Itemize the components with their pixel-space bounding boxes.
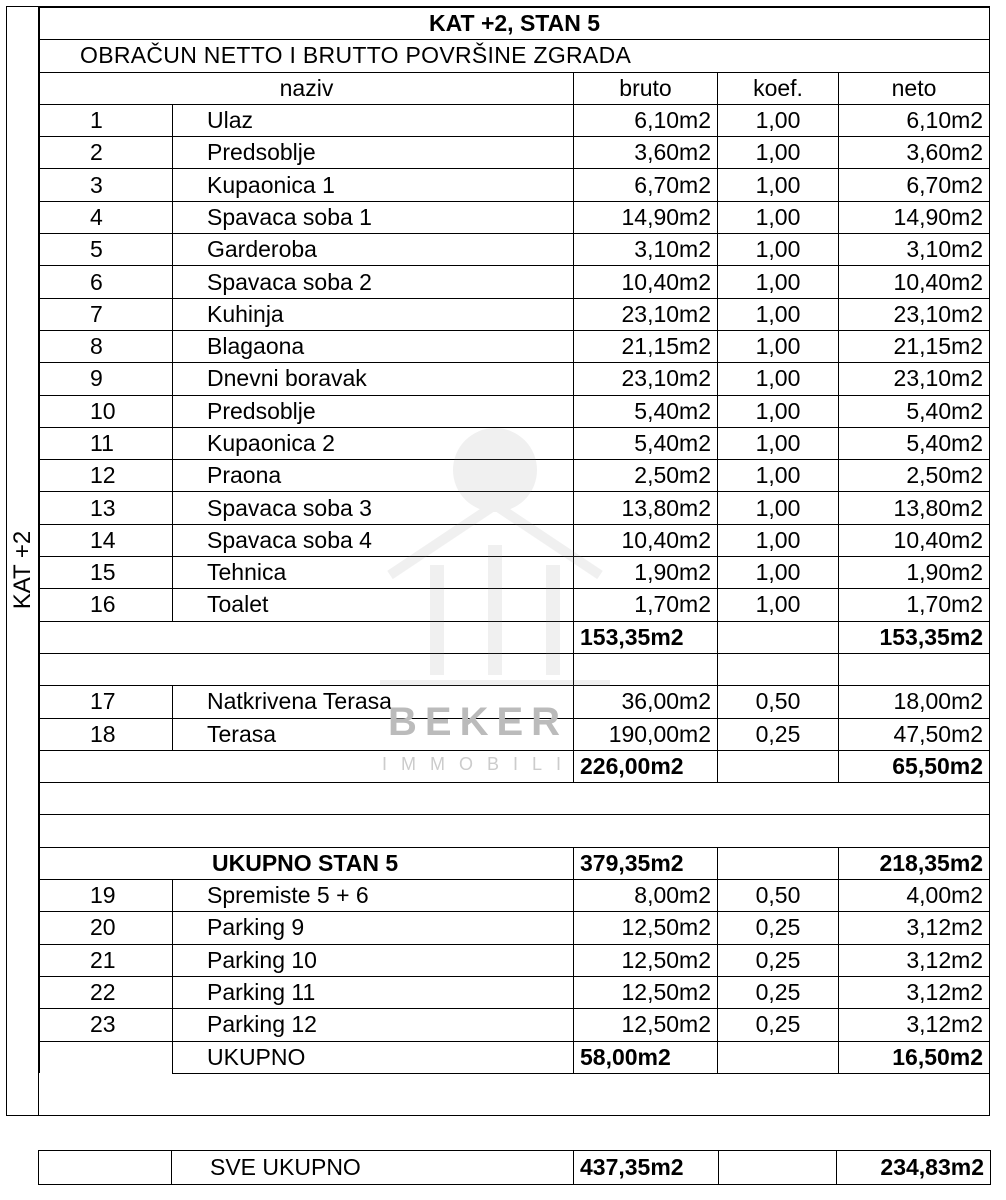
subtitle-row [40,40,990,72]
spacer-row-3-cell [40,815,990,847]
table-row [40,976,990,1008]
row-number: 9 [40,363,173,395]
table-row [40,363,990,395]
table-row [40,492,990,524]
watermark-name: BEKER [388,700,569,744]
row-neto: 18,00m2 [839,686,990,718]
spacer-row-1-cell-d [839,653,990,685]
total-c-koef-empty [718,1041,839,1073]
row-number: 15 [40,557,173,589]
row-number: 13 [40,492,173,524]
row-neto: 5,40m2 [839,427,990,459]
header-row [40,72,990,104]
table-row [40,944,990,976]
subtotal-a-row [40,621,990,653]
table-row [40,427,990,459]
row-name: Spavaca soba 4 [173,524,574,556]
row-number: 17 [40,686,173,718]
row-bruto: 36,00m2 [574,686,718,718]
row-neto: 1,70m2 [839,589,990,621]
subtotal-b-row-neto: 65,50m2 [839,750,990,782]
row-number: 19 [40,880,173,912]
row-name: Spavaca soba 3 [173,492,574,524]
row-neto: 10,40m2 [839,266,990,298]
row-name: Predsoblje [173,395,574,427]
row-bruto: 8,00m2 [574,880,718,912]
subtotal-b-row-koef-empty [718,750,839,782]
row-neto: 47,50m2 [839,718,990,750]
title-row [40,8,990,40]
row-name: Parking 9 [173,912,574,944]
row-bruto: 12,50m2 [574,944,718,976]
subtotal-a-row-koef-empty [718,621,839,653]
grand-total-koef-empty [719,1151,837,1185]
row-neto: 23,10m2 [839,363,990,395]
row-bruto: 12,50m2 [574,912,718,944]
table-row [40,137,990,169]
row-koef: 1,00 [718,460,839,492]
table-title: KAT +2, STAN 5 [40,8,990,40]
row-neto: 3,12m2 [839,944,990,976]
row-number: 7 [40,298,173,330]
spacer-row-1-cell-a [40,653,574,685]
spacer-row-1-cell-c [718,653,839,685]
row-bruto: 3,60m2 [574,137,718,169]
total-stan-row-bruto: 379,35m2 [574,847,718,879]
spacer-row-1-cell-b [574,653,718,685]
row-neto: 3,12m2 [839,912,990,944]
floor-side-label: KAT +2 [9,530,36,610]
row-koef: 0,25 [718,912,839,944]
row-name: Toalet [173,589,574,621]
table-row [40,524,990,556]
header-neto: neto [839,72,990,104]
table-row [40,1009,990,1041]
subtotal-b-row-bruto: 226,00m2 [574,750,718,782]
row-bruto: 23,10m2 [574,363,718,395]
row-number: 23 [40,1009,173,1041]
table-subtitle: OBRAČUN NETTO I BRUTTO POVRŠINE ZGRADA [40,40,990,72]
row-bruto: 1,90m2 [574,557,718,589]
row-number: 16 [40,589,173,621]
row-name: Spavaca soba 2 [173,266,574,298]
row-number: 10 [40,395,173,427]
row-neto: 13,80m2 [839,492,990,524]
row-name: Ulaz [173,104,574,136]
row-bruto: 6,70m2 [574,169,718,201]
watermark-sub: IMMOBILI [382,754,576,774]
table-row [40,880,990,912]
row-koef: 0,25 [718,718,839,750]
table-row [40,330,990,362]
table-row [40,298,990,330]
row-number: 11 [40,427,173,459]
row-bruto: 190,00m2 [574,718,718,750]
row-number: 4 [40,201,173,233]
row-name: Parking 10 [173,944,574,976]
row-koef: 1,00 [718,557,839,589]
table-row [40,557,990,589]
row-bruto: 12,50m2 [574,976,718,1008]
row-number: 21 [40,944,173,976]
table-row [40,395,990,427]
total-c-bruto: 58,00m2 [574,1041,718,1073]
total-c-row [40,1041,990,1073]
row-koef: 0,25 [718,944,839,976]
row-neto: 3,12m2 [839,1009,990,1041]
row-neto: 3,60m2 [839,137,990,169]
row-bruto: 2,50m2 [574,460,718,492]
row-name: Predsoblje [173,137,574,169]
spacer-row-3 [40,815,990,847]
area-table [39,7,990,1074]
row-koef: 1,00 [718,234,839,266]
row-name: Natkrivena Terasa [173,686,574,718]
row-name: Kupaonica 2 [173,427,574,459]
row-koef: 1,00 [718,104,839,136]
header-bruto: bruto [574,72,718,104]
row-number: 22 [40,976,173,1008]
row-neto: 1,90m2 [839,557,990,589]
row-number: 5 [40,234,173,266]
row-number: 1 [40,104,173,136]
row-koef: 1,00 [718,524,839,556]
row-koef: 1,00 [718,363,839,395]
row-bruto: 14,90m2 [574,201,718,233]
row-number: 14 [40,524,173,556]
grand-total-bruto: 437,35m2 [574,1151,719,1185]
row-number: 12 [40,460,173,492]
row-koef: 1,00 [718,137,839,169]
area-table-sheet [6,6,990,1116]
row-neto: 3,10m2 [839,234,990,266]
row-neto: 6,10m2 [839,104,990,136]
floor-side-column [7,7,39,1115]
row-number: 2 [40,137,173,169]
row-koef: 1,00 [718,266,839,298]
row-neto: 4,00m2 [839,880,990,912]
spacer-row-2 [40,783,990,815]
row-koef: 1,00 [718,201,839,233]
row-number: 20 [40,912,173,944]
total-stan-row-label-cell: UKUPNO STAN 5 [40,847,574,879]
table-row [40,912,990,944]
subtotal-a-row-bruto: 153,35m2 [574,621,718,653]
row-koef: 1,00 [718,298,839,330]
row-neto: 6,70m2 [839,169,990,201]
row-koef: 0,25 [718,1009,839,1041]
row-number: 8 [40,330,173,362]
row-neto: 3,12m2 [839,976,990,1008]
table-row [40,460,990,492]
header-naziv: naziv [40,72,574,104]
grand-total-table [38,1150,991,1185]
grand-total-empty-cell [39,1151,172,1185]
row-name: Garderoba [173,234,574,266]
total-stan-row [40,847,990,879]
subtotal-a-row-label-cell [40,621,574,653]
grand-total-row [39,1151,991,1185]
row-name: Spavaca soba 1 [173,201,574,233]
row-koef: 0,50 [718,880,839,912]
row-neto: 23,10m2 [839,298,990,330]
total-c-neto: 16,50m2 [839,1041,990,1073]
row-bruto: 3,10m2 [574,234,718,266]
subtotal-a-row-neto: 153,35m2 [839,621,990,653]
row-bruto: 21,15m2 [574,330,718,362]
row-number: 6 [40,266,173,298]
header-koef: koef. [718,72,839,104]
spacer-row-1 [40,653,990,685]
grand-total-neto: 234,83m2 [837,1151,991,1185]
row-name: Dnevni boravak [173,363,574,395]
table-row [40,234,990,266]
row-neto: 2,50m2 [839,460,990,492]
row-name: Kupaonica 1 [173,169,574,201]
table-row [40,201,990,233]
row-number: 3 [40,169,173,201]
row-number: 18 [40,718,173,750]
row-bruto: 13,80m2 [574,492,718,524]
total-c-empty [40,1041,173,1073]
row-koef: 1,00 [718,492,839,524]
row-name: Praona [173,460,574,492]
row-name: Parking 11 [173,976,574,1008]
row-neto: 21,15m2 [839,330,990,362]
row-name: Tehnica [173,557,574,589]
row-bruto: 23,10m2 [574,298,718,330]
row-name: Blagaona [173,330,574,362]
row-name: Terasa [173,718,574,750]
row-koef: 1,00 [718,330,839,362]
row-neto: 14,90m2 [839,201,990,233]
row-bruto: 5,40m2 [574,427,718,459]
row-bruto: 1,70m2 [574,589,718,621]
spacer-row-2-cell [40,783,990,815]
row-koef: 1,00 [718,169,839,201]
row-bruto: 5,40m2 [574,395,718,427]
row-neto: 10,40m2 [839,524,990,556]
row-name: Parking 12 [173,1009,574,1041]
grand-total-label: SVE UKUPNO [172,1151,574,1185]
row-bruto: 10,40m2 [574,524,718,556]
row-koef: 0,25 [718,976,839,1008]
row-name: Kuhinja [173,298,574,330]
row-koef: 1,00 [718,395,839,427]
total-stan-row-koef-empty [718,847,839,879]
row-name: Spremiste 5 + 6 [173,880,574,912]
table-row [40,589,990,621]
total-stan-row-neto: 218,35m2 [839,847,990,879]
row-bruto: 12,50m2 [574,1009,718,1041]
total-c-label: UKUPNO [173,1041,574,1073]
row-koef: 0,50 [718,686,839,718]
table-row [40,104,990,136]
row-neto: 5,40m2 [839,395,990,427]
table-row [40,169,990,201]
table-row [40,266,990,298]
row-bruto: 6,10m2 [574,104,718,136]
row-bruto: 10,40m2 [574,266,718,298]
row-koef: 1,00 [718,427,839,459]
row-koef: 1,00 [718,589,839,621]
